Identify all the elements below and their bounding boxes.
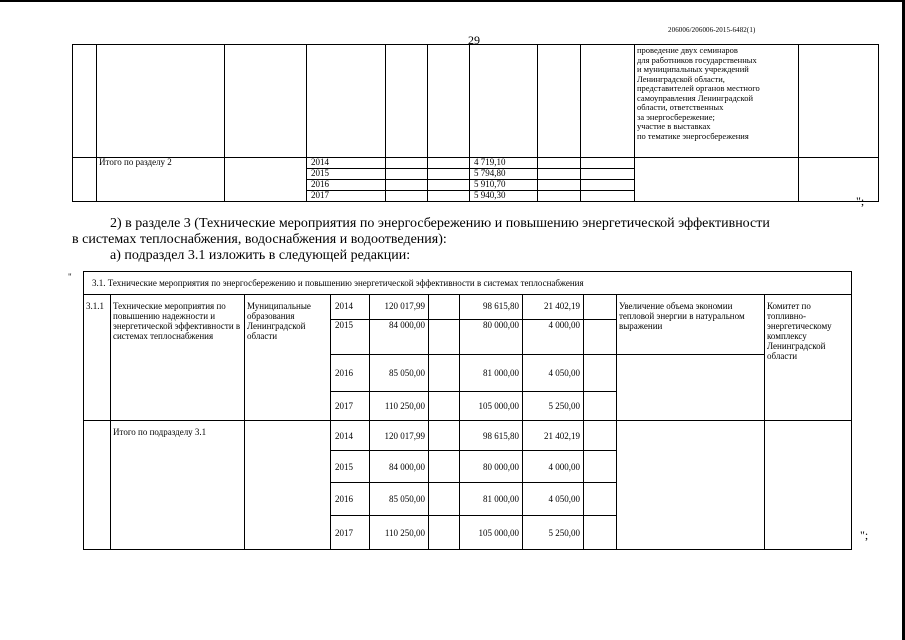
total-cell: 84 000,00 [370, 320, 429, 355]
cell [635, 158, 799, 202]
local-cell: 4 050,00 [523, 483, 584, 516]
cell [73, 45, 97, 158]
local-cell: 4 050,00 [523, 355, 584, 392]
year-cell: 2017 [331, 516, 370, 550]
executor: Муниципальные образования Ленинградской области [245, 295, 331, 421]
regional-cell: 81 000,00 [460, 355, 523, 392]
measure-name: Технические мероприятия по повышению надежности и энергетической эффективности в системах теплоснабжения [111, 295, 245, 421]
activity-line: и муниципальных учреждений [637, 64, 749, 74]
cell [581, 169, 635, 180]
scan-border-top [0, 0, 905, 2]
activity-line: по тематике энергосбережения [637, 130, 749, 141]
cell [584, 295, 617, 320]
cell [584, 421, 617, 451]
total-cell: 110 250,00 [370, 516, 429, 550]
value-cell: 5 794,80 [470, 169, 538, 180]
regional-cell: 80 000,00 [460, 320, 523, 355]
year-cell: 2017 [331, 392, 370, 421]
cell [429, 392, 460, 421]
cell [225, 45, 307, 158]
activity-line: самоуправления Ленинградской [637, 92, 754, 103]
cell [428, 180, 470, 191]
value-cell: 5 940,30 [470, 191, 538, 202]
regional-cell: 98 615,80 [460, 421, 523, 451]
responsible-body: Комитет по топливно-энергетическому комплексу Ленинградской области [765, 295, 852, 421]
cell [765, 421, 852, 550]
paragraph-line-3: а) подраздел 3.1 изложить в следующей редакции: [110, 248, 411, 263]
value-cell: 5 910,70 [470, 180, 538, 191]
cell [538, 169, 581, 180]
cell [225, 158, 307, 202]
cell [799, 158, 879, 202]
cell [429, 295, 460, 320]
cell [428, 191, 470, 202]
cell [538, 180, 581, 191]
activity-line: проведение двух семинаров [637, 45, 738, 55]
total-cell: 85 050,00 [370, 483, 429, 516]
total-cell: 110 250,00 [370, 392, 429, 421]
year-cell: 2014 [307, 158, 386, 169]
cell [470, 45, 538, 158]
cell [73, 158, 97, 202]
total-label: Итого по разделу 2 [97, 158, 225, 202]
cell [538, 191, 581, 202]
value-cell: 4 719,10 [470, 158, 538, 169]
cell [97, 45, 225, 158]
document-id: 206006/206006-2015-6482(1) [668, 26, 756, 34]
activity-line: для работников государственных [637, 54, 757, 65]
cell [538, 158, 581, 169]
cell [386, 158, 428, 169]
subsection-title: 3.1. Технические мероприятия по энергосбережению и повышению энергетической эффективности в системах теплоснабжения [84, 272, 852, 295]
cell [386, 191, 428, 202]
cell [428, 45, 470, 158]
year-cell: 2014 [331, 295, 370, 320]
year-cell: 2015 [331, 451, 370, 483]
cell [584, 320, 617, 355]
year-cell: 2016 [307, 180, 386, 191]
cell [84, 421, 111, 550]
activity-line: Ленинградской области, [637, 73, 725, 84]
cell [386, 169, 428, 180]
local-cell: 4 000,00 [523, 320, 584, 355]
cell [617, 355, 765, 421]
opening-quote: " [68, 272, 72, 282]
regional-cell: 98 615,80 [460, 295, 523, 320]
local-cell: 21 402,19 [523, 421, 584, 451]
local-cell: 4 000,00 [523, 451, 584, 483]
section2-table [72, 44, 879, 202]
cell [581, 180, 635, 191]
subsection-total-label: Итого по подразделу 3.1 [111, 421, 245, 550]
cell [245, 421, 331, 550]
cell [386, 45, 428, 158]
activity-description-cell [635, 45, 799, 158]
cell [538, 45, 581, 158]
cell [584, 516, 617, 550]
cell [429, 451, 460, 483]
cell [429, 355, 460, 392]
total-cell: 120 017,99 [370, 295, 429, 320]
subsection-3-1-table [83, 271, 852, 550]
total-cell: 85 050,00 [370, 355, 429, 392]
cell [584, 355, 617, 392]
local-cell: 5 250,00 [523, 392, 584, 421]
activity-line: представителей органов местного [637, 83, 760, 93]
cell [617, 421, 765, 550]
cell [581, 158, 635, 169]
cell [581, 45, 635, 158]
activity-line: участие в выставках [637, 121, 711, 131]
cell [429, 483, 460, 516]
year-cell: 2016 [331, 355, 370, 392]
cell [429, 421, 460, 451]
year-cell: 2015 [331, 320, 370, 355]
cell [307, 45, 386, 158]
row-number: 3.1.1 [84, 295, 111, 421]
cell [584, 451, 617, 483]
regional-cell: 80 000,00 [460, 451, 523, 483]
regional-cell: 105 000,00 [460, 516, 523, 550]
paragraph-line-2: в системах теплоснабжения, водоснабжения и водоотведения): [72, 232, 447, 247]
paragraph-line-1: 2) в разделе 3 (Технические мероприятия по энергосбережению и повышению энергетической эффективности [110, 216, 770, 231]
cell [428, 169, 470, 180]
total-cell: 120 017,99 [370, 421, 429, 451]
cell [799, 45, 879, 158]
activity-line: области, ответственных [637, 102, 724, 112]
page-number: 29 [468, 33, 480, 47]
local-cell: 5 250,00 [523, 516, 584, 550]
local-cell: 21 402,19 [523, 295, 584, 320]
year-cell: 2014 [331, 421, 370, 451]
cell [584, 483, 617, 516]
expected-result: Увеличение объема экономии тепловой энергии в натуральном выражении [617, 295, 765, 355]
regional-cell: 81 000,00 [460, 483, 523, 516]
year-cell: 2017 [307, 191, 386, 202]
cell [429, 320, 460, 355]
regional-cell: 105 000,00 [460, 392, 523, 421]
year-cell: 2016 [331, 483, 370, 516]
cell [429, 516, 460, 550]
year-cell: 2015 [307, 169, 386, 180]
cell [386, 180, 428, 191]
total-cell: 84 000,00 [370, 451, 429, 483]
closing-quote-1: "; [856, 194, 865, 208]
closing-quote-2: "; [860, 528, 869, 542]
cell [581, 191, 635, 202]
activity-line: за энергосбережение; [637, 111, 715, 122]
cell [584, 392, 617, 421]
cell [428, 158, 470, 169]
